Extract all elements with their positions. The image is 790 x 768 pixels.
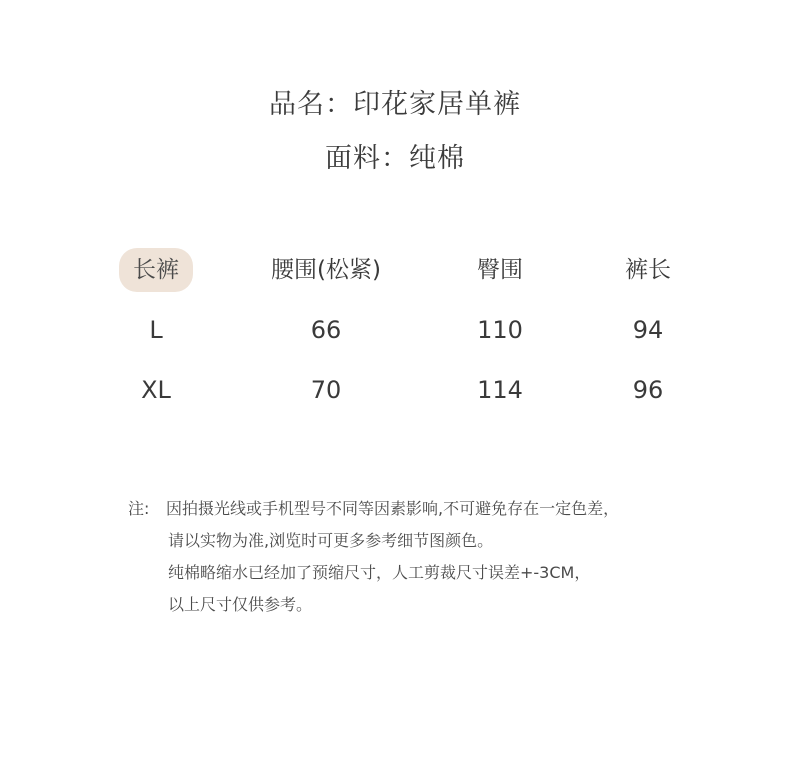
- waist-value: 66: [310, 316, 342, 344]
- note-line: 请以实物为准,浏览时可更多参考细节图颜色。: [168, 531, 494, 550]
- note-line: 纯棉略缩水已经加了预缩尺寸，人工剪裁尺寸误差+-3CM，: [168, 563, 591, 582]
- table-header-row: [0, 248, 790, 308]
- material-title: 面料：纯棉: [325, 143, 465, 174]
- column-header-length: 裤长: [625, 257, 671, 283]
- size-label: L: [149, 316, 163, 344]
- length-value: 94: [632, 316, 664, 344]
- waist-value: 70: [310, 376, 342, 404]
- table-row: [0, 308, 790, 368]
- hip-value: 114: [477, 376, 523, 404]
- product-name-title: 品名：印花家居单裤: [269, 89, 521, 120]
- table-row: [0, 368, 790, 428]
- note-line: 因拍摄光线或手机型号不同等因素影响,不可避免存在一定色差，: [166, 499, 620, 518]
- hip-value: 110: [477, 316, 523, 344]
- notes-lines: [166, 493, 619, 621]
- size-label: XL: [141, 376, 171, 404]
- note-line: 以上尺寸仅供参考。: [168, 595, 313, 614]
- notes-prefix: 注:: [128, 499, 150, 518]
- column-header-hip: 臀围: [477, 257, 523, 283]
- length-value: 96: [632, 376, 664, 404]
- category-badge: 长裤: [119, 248, 193, 292]
- column-header-waist: 腰围(松紧): [271, 257, 381, 283]
- size-table: [0, 248, 790, 428]
